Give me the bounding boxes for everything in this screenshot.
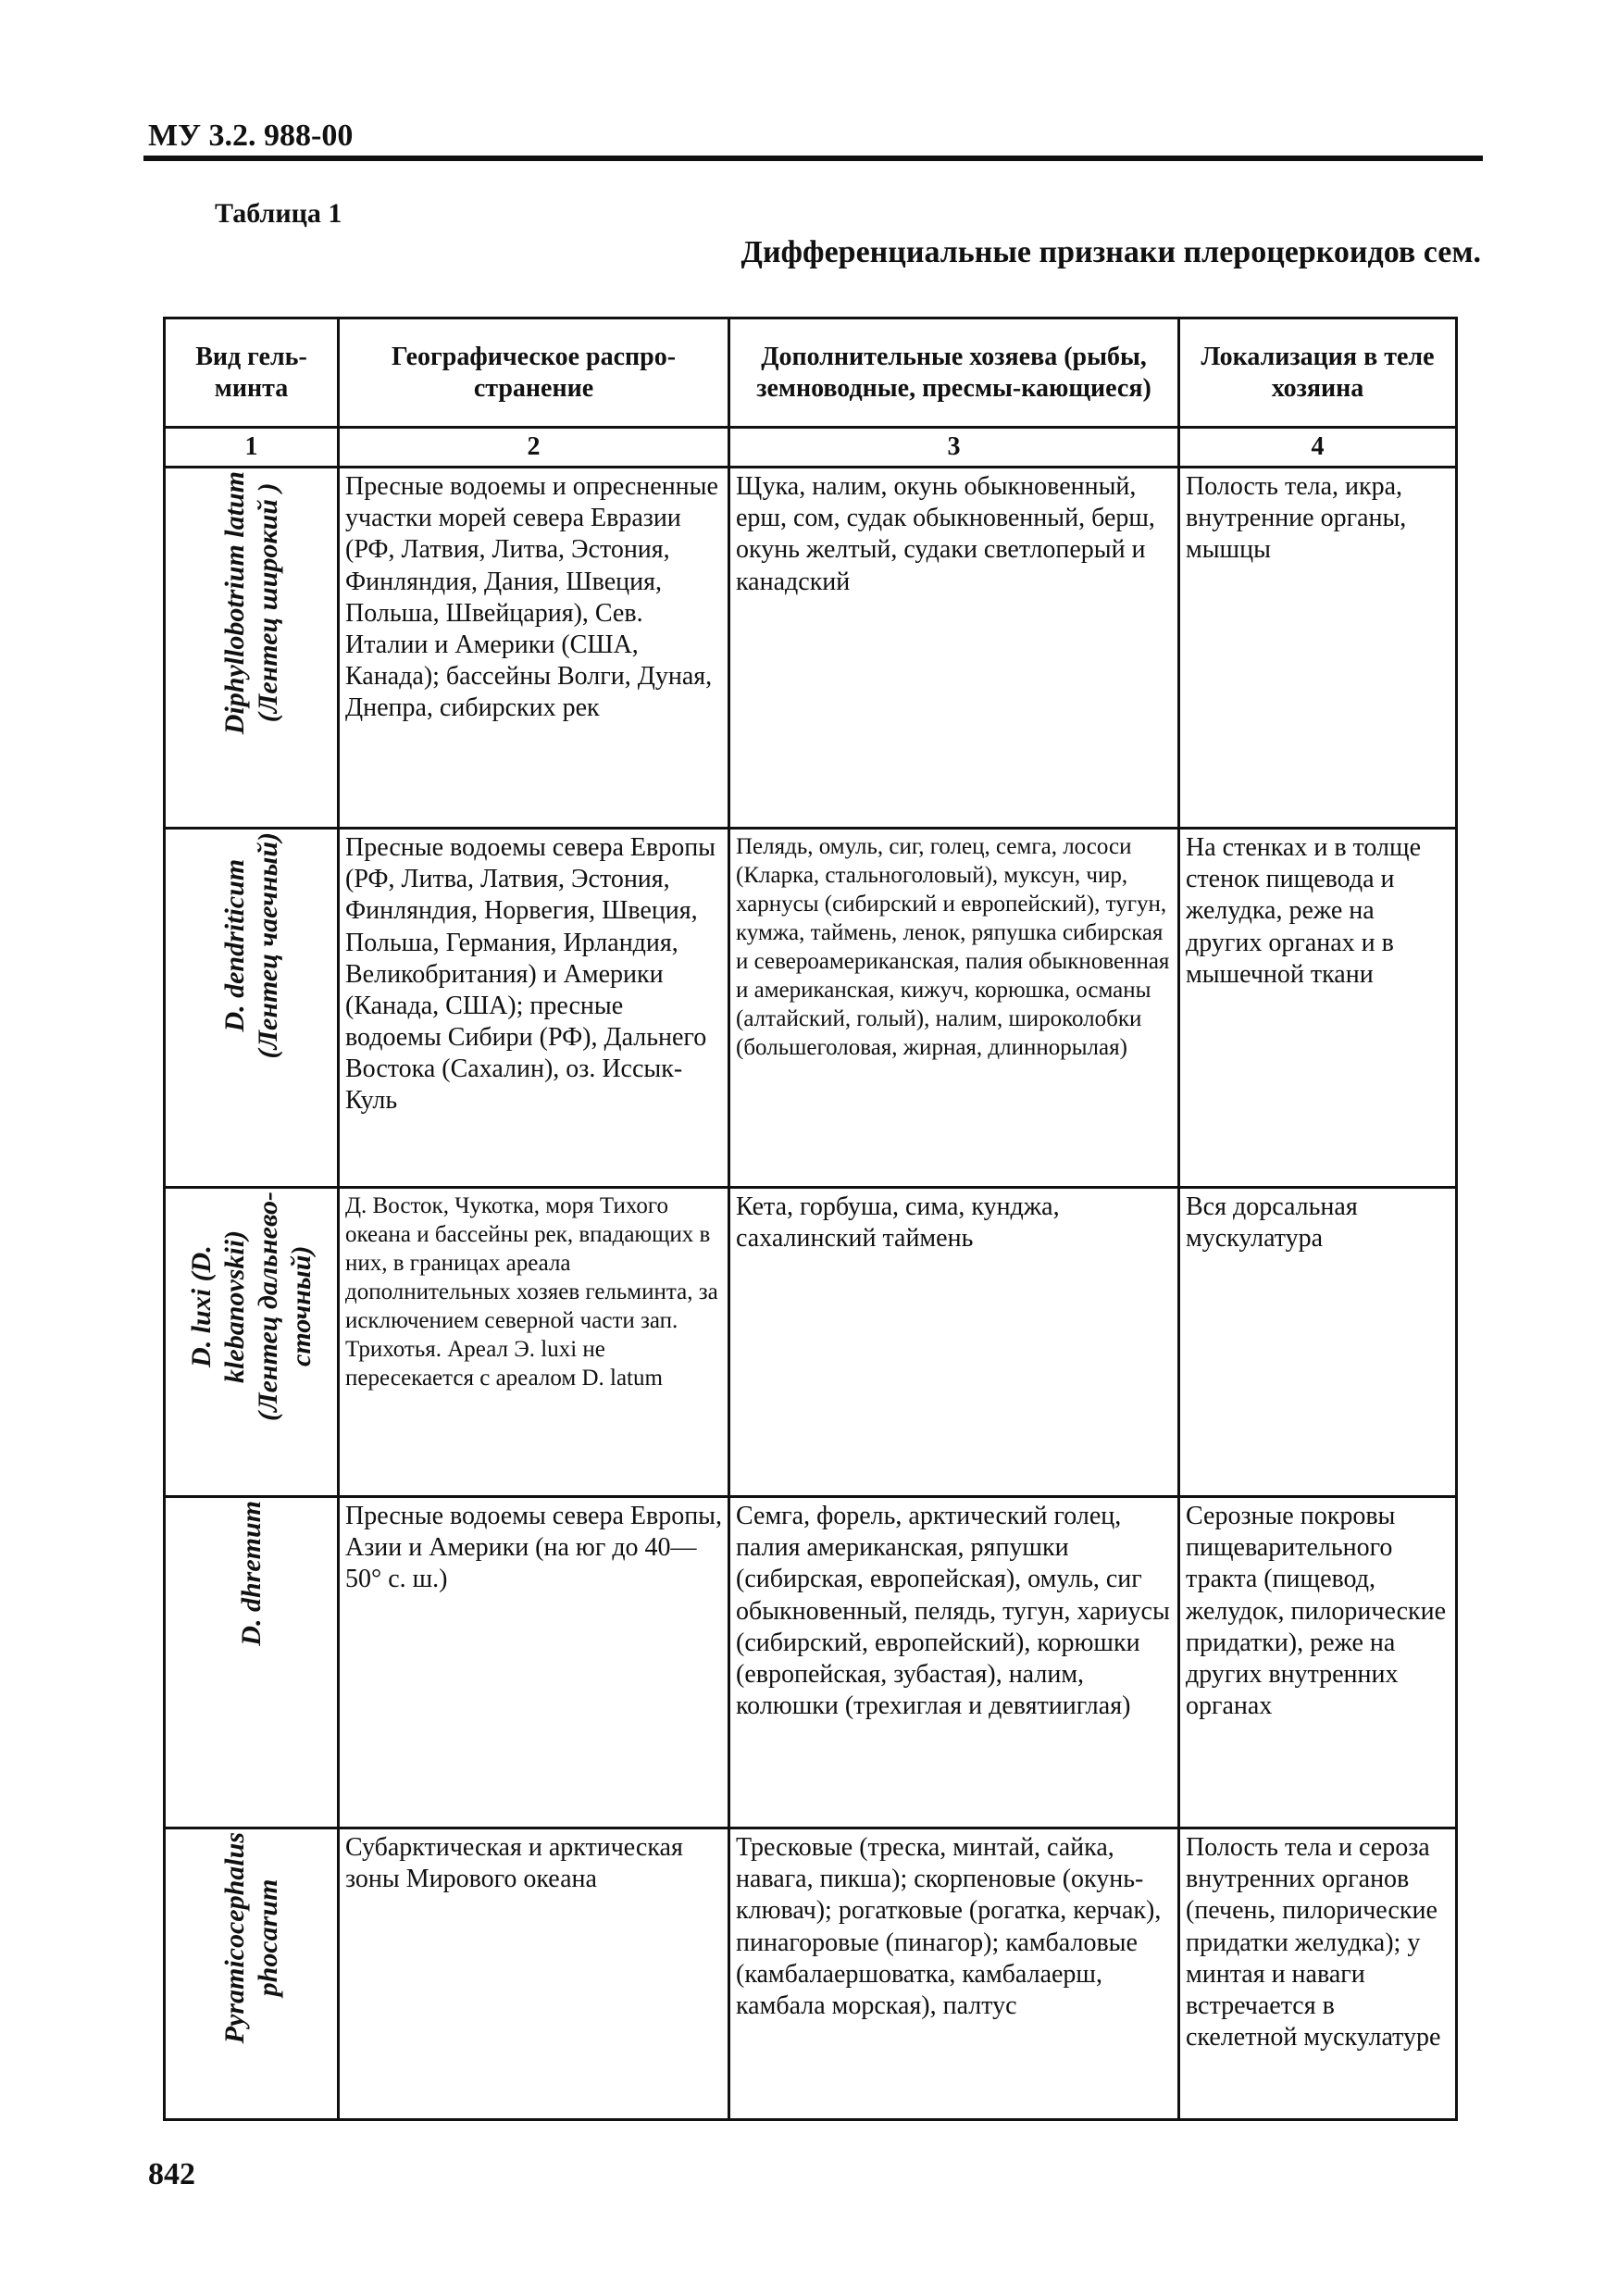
species-name: D. dhremum bbox=[235, 1501, 267, 1646]
distribution-cell: Субарктическая и арктическая зоны Мирового океана bbox=[339, 1828, 729, 2120]
table-row bbox=[165, 829, 1457, 1188]
hosts-cell: Щука, налим, окунь обыкновенный, ерш, сом, судак обыкновенный, берш, окунь желтый, судаки светлоперый и канадский bbox=[729, 468, 1179, 829]
header-localization: Локализация в теле хозяина bbox=[1179, 318, 1457, 428]
header-distribution: Географическое распро-странение bbox=[339, 318, 729, 428]
hosts-cell: Семга, форель, арктический голец, палия американская, ряпушки (сибирская, европейская), омуль, сиг обыкновенный, пелядь, тугун, хариусы (сибирский, европейский), корюшки (европейская, зубастая), налим, колюшки (трехиглая и девятииглая) bbox=[729, 1497, 1179, 1828]
localization-cell: Серозные покровы пищеварительного тракта (пищевод, желудок, пилорические придатки), реже на других внутренних органах bbox=[1179, 1497, 1457, 1828]
table-row bbox=[165, 468, 1457, 829]
table-row bbox=[165, 1188, 1457, 1497]
distribution-cell: Пресные водоемы севера Европы, Азии и Америки (на юг до 40—50° с. ш.) bbox=[339, 1497, 729, 1828]
localization-cell: Полость тела, икра, внутренние органы, мышцы bbox=[1179, 468, 1457, 829]
species-name: D. dendriticum (Лентец чаечный) bbox=[218, 832, 283, 1059]
column-number: 2 bbox=[339, 428, 729, 468]
column-number: 4 bbox=[1179, 428, 1457, 468]
hosts-cell: Пелядь, омуль, сиг, голец, семга, лососи (Кларка, стальноголовый), муксун, чир, харнусы (сибирский и европейский), тугун, кумжа, таймень, ленок, ряпушка сибирская и североамериканская, палия обыкновенная и американская, кижуч, корюшка, османы (алтайский, голый), налим, широколобки (большеголовая, жирная, длиннорылая) bbox=[729, 829, 1179, 1188]
header-species: Вид гель-минта bbox=[165, 318, 339, 428]
differential-signs-table bbox=[163, 317, 1458, 2121]
table-label: Таблица 1 bbox=[215, 198, 342, 229]
page-number: 842 bbox=[148, 2157, 195, 2191]
column-number: 1 bbox=[165, 428, 339, 468]
species-cell bbox=[165, 829, 339, 1188]
localization-cell: Полость тела и сероза внутренних органов (печень, пилорические придатки желудка); у минтая и наваги встречается в скелетной мускулатуре bbox=[1179, 1828, 1457, 2120]
distribution-cell: Пресные водоемы и опресненные участки морей севера Евразии (РФ, Латвия, Литва, Эстония, Финляндия, Дания, Швеция, Польша, Швейцария), Сев. Италии и Америки (США, Канада); бассейны Волги, Дуная, Днепра, сибирских рек bbox=[339, 468, 729, 829]
species-cell bbox=[165, 1497, 339, 1828]
distribution-cell: Пресные водоемы севера Европы (РФ, Литва, Латвия, Эстония, Финляндия, Норвегия, Швеция, Польша, Германия, Ирландия, Великобритания) и Америки (Канада, США); пресные водоемы Сибири (РФ), Дальнего Востока (Сахалин), оз. Иссык-Куль bbox=[339, 829, 729, 1188]
column-number: 3 bbox=[729, 428, 1179, 468]
hosts-cell: Тресковые (треска, минтай, сайка, навага, пикша); скорпеновые (окунь-клювач); рогатковые (рогатка, керчак), пинагоровые (пинагор); камбаловые (камбалаершоватка, камбалаерш, камбала морская), палтус bbox=[729, 1828, 1179, 2120]
localization-cell: Вся дорсальная мускулатура bbox=[1179, 1188, 1457, 1497]
species-cell bbox=[165, 1188, 339, 1497]
species-cell bbox=[165, 468, 339, 829]
hosts-cell: Кета, горбуша, сима, кунджа, сахалинский таймень bbox=[729, 1188, 1179, 1497]
distribution-cell: Д. Восток, Чукотка, моря Тихого океана и бассейны рек, впадающих в них, в границах ареала дополнительных хозяев гельминта, за исключением северной части зап. Трихотья. Ареал Э. luxi не пересекается с ареалом D. latum bbox=[339, 1188, 729, 1497]
table-row bbox=[165, 1497, 1457, 1828]
species-name: Diphyllobotrium latum (Лентец широкий ) bbox=[218, 471, 283, 735]
species-cell bbox=[165, 1828, 339, 2120]
header-rule bbox=[143, 156, 1483, 161]
table-title: Дифференциальные признаки плероцеркоидов сем. bbox=[741, 235, 1481, 269]
species-name: D. luxi (D. klebanovskii) (Лентец дальнево- сточный) bbox=[185, 1192, 317, 1422]
table-row bbox=[165, 1828, 1457, 2120]
species-name: Pyramicocephalus phocarum bbox=[218, 1832, 283, 2044]
header-hosts: Дополнительные хозяева (рыбы, земноводные, пресмы-кающиеся) bbox=[729, 318, 1179, 428]
document-code: МУ 3.2. 988-00 bbox=[148, 119, 354, 153]
localization-cell: На стенках и в толще стенок пищевода и желудка, реже на других органах и в мышечной ткани bbox=[1179, 829, 1457, 1188]
